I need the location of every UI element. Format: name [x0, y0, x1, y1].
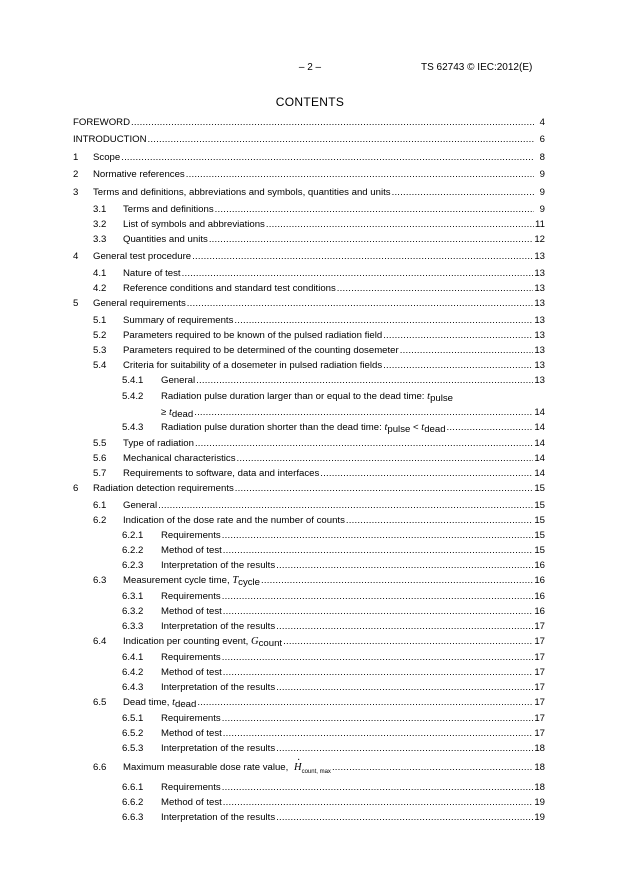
toc-entry-3-2[interactable]	[73, 219, 545, 231]
toc-entry-title: FOREWORD	[73, 117, 131, 128]
toc-entry-title: Terms and definitions, abbreviations and symbols, quantities and units	[93, 187, 391, 198]
toc-entry-page: 17	[534, 667, 545, 678]
toc-entry-page: 16	[534, 591, 545, 602]
toc-entry-title: Summary of requirements	[123, 315, 234, 326]
toc-entry-title: List of symbols and abbreviations	[123, 219, 265, 230]
toc-entry-page: 14	[534, 422, 545, 433]
toc-entry-number: 6	[73, 483, 79, 494]
toc-entry-5-3[interactable]	[73, 345, 545, 357]
toc-entry-number: 5.4.1	[122, 375, 144, 386]
toc-entry-page: 14	[534, 438, 545, 449]
toc-entry-number: 3.3	[93, 234, 107, 245]
toc-entry-title: General test procedure	[93, 251, 192, 262]
toc-entry-6-6-1[interactable]	[73, 782, 545, 794]
toc-entry-page: 17	[534, 636, 545, 647]
toc-entry-number: 3	[73, 187, 79, 198]
toc-entry-title: Method of test	[161, 667, 222, 678]
toc-entry-number: 5.3	[93, 345, 107, 356]
toc-entry-number: 6.4.3	[122, 682, 144, 693]
toc-entry-page: 16	[534, 560, 545, 571]
toc-entry-number: 6.4.2	[122, 667, 144, 678]
toc-entry-title: Type of radiation	[123, 438, 194, 449]
toc-entry-title: Interpretation of the results	[161, 812, 276, 823]
toc-entry-6-4-2[interactable]	[73, 667, 545, 679]
toc-entry-6-6-2[interactable]	[73, 797, 545, 809]
toc-entry-title: Reference conditions and standard test conditions	[123, 283, 336, 294]
toc-entry-number: 4	[73, 251, 79, 262]
toc-entry-5-5[interactable]	[73, 438, 545, 450]
contents-title: CONTENTS	[275, 95, 345, 109]
toc-entry-6-6[interactable]	[73, 762, 545, 775]
toc-entry-title: Interpretation of the results	[161, 560, 276, 571]
toc-entry-number: 6.1	[93, 500, 107, 511]
toc-entry-number: 5.6	[93, 453, 107, 464]
toc-entry-5-7[interactable]	[73, 468, 545, 480]
toc-entry-number: 6.5.1	[122, 713, 144, 724]
toc-entry-number: 6.3.1	[122, 591, 144, 602]
toc-entry-title: Terms and definitions	[123, 204, 214, 215]
toc-entry-number: 6.4	[93, 636, 107, 647]
toc-entry-title: Parameters required to be determined of the counting dosemeter	[123, 345, 399, 356]
toc-entry-title: Maximum measurable dose rate value, · $H_{count, max}$	[123, 762, 331, 775]
toc-entry-5-4-1[interactable]	[73, 375, 545, 387]
toc-entry-5-4[interactable]	[73, 360, 545, 372]
toc-entry-4-2[interactable]	[73, 283, 545, 295]
toc-entry-number: 6.5.3	[122, 743, 144, 754]
toc-entry-6-6-3[interactable]	[73, 812, 545, 824]
toc-entry-page: 15	[534, 483, 545, 494]
toc-entry-3[interactable]	[73, 187, 545, 199]
toc-entry-page: 6	[539, 134, 545, 145]
toc-entry-title: Dead time, tdead	[123, 697, 197, 710]
toc-entry-4[interactable]	[73, 251, 545, 263]
toc-entry-title: General	[161, 375, 196, 386]
page-number: – 2 –	[298, 62, 322, 73]
toc-entry-title: General	[123, 500, 158, 511]
toc-entry-number: 6.6.1	[122, 782, 144, 793]
toc-entry-number: 6.3.2	[122, 606, 144, 617]
toc-entry-page: 13	[534, 360, 545, 371]
toc-entry-page: 13	[534, 315, 545, 326]
toc-entry-5-1[interactable]	[73, 315, 545, 327]
toc-entry-title: Radiation pulse duration larger than or equal to the dead time: tpulse	[161, 391, 453, 404]
toc-entry-number: 1	[73, 152, 79, 163]
toc-entry-6[interactable]	[73, 483, 545, 495]
toc-entry-number: 5.4.3	[122, 422, 144, 433]
toc-entry-foreword[interactable]	[73, 117, 545, 129]
toc-entry-page: 13	[534, 283, 545, 294]
toc-entry-number: 5.5	[93, 438, 107, 449]
toc-entry-number: 4.1	[93, 268, 107, 279]
toc-entry-number: 4.2	[93, 283, 107, 294]
toc-entry-title: Method of test	[161, 728, 222, 739]
toc-entry-number: 5.4	[93, 360, 107, 371]
toc-entry-title: Requirements	[161, 591, 221, 602]
toc-entry-page: 14	[534, 407, 545, 418]
toc-entry-title: Requirements	[161, 530, 221, 541]
toc-entry-number: 6.2.1	[122, 530, 144, 541]
toc-entry-title: Requirements to software, data and interfaces	[123, 468, 320, 479]
toc-entry-6-5-3[interactable]	[73, 743, 545, 755]
toc-entry-title: Scope	[93, 152, 121, 163]
toc-entry-title: Requirements	[161, 713, 221, 724]
toc-entry-6-5[interactable]	[73, 697, 545, 709]
toc-entry-page: 4	[539, 117, 545, 128]
toc-entry-title: Interpretation of the results	[161, 682, 276, 693]
toc-entry-page: 13	[534, 330, 545, 341]
toc-entry-number: 6.3	[93, 575, 107, 586]
toc-entry-page: 19	[534, 812, 545, 823]
toc-entry-page: 9	[539, 204, 545, 215]
toc-entry-4-1[interactable]	[73, 268, 545, 280]
toc-entry-number: 6.3.3	[122, 621, 144, 632]
toc-entry-5-6[interactable]	[73, 453, 545, 465]
toc-entry-number: 6.2	[93, 515, 107, 526]
toc-entry-6-3-2[interactable]	[73, 606, 545, 618]
toc-entry-number: 6.2.2	[122, 545, 144, 556]
toc-entry-3-3[interactable]	[73, 234, 545, 246]
toc-entry-6-3-3[interactable]	[73, 621, 545, 633]
toc-entry-2[interactable]	[73, 169, 545, 181]
toc-entry-number: 5.1	[93, 315, 107, 326]
toc-entry-page: 15	[534, 545, 545, 556]
toc-entry-page: 17	[534, 652, 545, 663]
toc-entry-page: 15	[534, 515, 545, 526]
toc-entry-5-4-3[interactable]	[73, 422, 545, 434]
toc-entry-page: 9	[539, 187, 545, 198]
toc-entry-number: 6.6	[93, 762, 107, 773]
toc-entry-number: 6.5.2	[122, 728, 144, 739]
toc-entry-number: 6.4.1	[122, 652, 144, 663]
toc-entry-title: Indication per counting event, Gcount	[123, 636, 283, 649]
toc-entry-title: Radiation detection requirements	[93, 483, 234, 494]
toc-entry-title: Normative references	[93, 169, 185, 180]
toc-entry-page: 16	[534, 606, 545, 617]
toc-entry-page: 9	[539, 169, 545, 180]
symbol-t-dead: t	[172, 697, 175, 708]
toc-entry-6-2-3[interactable]	[73, 560, 545, 572]
toc-entry-number: 6.6.3	[122, 812, 144, 823]
toc-entry-title: INTRODUCTION	[73, 134, 147, 145]
toc-entry-6-4-3[interactable]	[73, 682, 545, 694]
document-reference: TS 62743 © IEC:2012(E)	[421, 62, 533, 73]
toc-entry-number: 3.1	[93, 204, 107, 215]
toc-entry-title: Method of test	[161, 797, 222, 808]
toc-entry-page: 18	[534, 762, 545, 773]
toc-entry-page: 16	[534, 575, 545, 586]
toc-entry-title: Mechanical characteristics	[123, 453, 236, 464]
toc-entry-page: 13	[534, 251, 545, 262]
toc-entry-page: 13	[534, 268, 545, 279]
toc-entry-title: General requirements	[93, 298, 186, 309]
toc-entry-6-3[interactable]	[73, 575, 545, 587]
symbol-h-dot-count-max: · H	[294, 762, 302, 774]
toc-entry-page: 17	[534, 697, 545, 708]
toc-entry-page: 14	[534, 468, 545, 479]
toc-entry-6-3-1[interactable]	[73, 591, 545, 603]
toc-entry-6-5-1[interactable]	[73, 713, 545, 725]
toc-entry-page: 13	[534, 345, 545, 356]
toc-entry-3-1[interactable]	[73, 204, 545, 216]
toc-entry-number: 6.6.2	[122, 797, 144, 808]
toc-entry-5-2[interactable]	[73, 330, 545, 342]
toc-entry-6-4[interactable]	[73, 636, 545, 648]
toc-entry-page: 18	[534, 743, 545, 754]
symbol-t-cycle: T	[232, 575, 239, 586]
toc-entry-page: 18	[534, 782, 545, 793]
toc-entry-page: 19	[534, 797, 545, 808]
toc-entry-title: Parameters required to be known of the pulsed radiation field	[123, 330, 383, 341]
toc-entry-number: 2	[73, 169, 79, 180]
toc-entry-title: Method of test	[161, 606, 222, 617]
toc-entry-title: Interpretation of the results	[161, 621, 276, 632]
toc-entry-number: 6.5	[93, 697, 107, 708]
toc-entry-introduction[interactable]	[73, 134, 545, 146]
toc-entry-page: 13	[534, 375, 545, 386]
toc-entry-5-4-2[interactable]	[73, 391, 545, 403]
toc-entry-6-2-1[interactable]	[73, 530, 545, 542]
toc-entry-5[interactable]	[73, 298, 545, 310]
toc-entry-1[interactable]	[73, 152, 545, 164]
toc-entry-page: 13	[534, 298, 545, 309]
toc-entry-page: 11	[535, 219, 545, 230]
toc-entry-title: Requirements	[161, 652, 221, 663]
toc-entry-title: Requirements	[161, 782, 221, 793]
toc-entry-title: Interpretation of the results	[161, 743, 276, 754]
toc-entry-page: 17	[534, 621, 545, 632]
toc-entry-page: 17	[534, 713, 545, 724]
toc-entry-page: 8	[539, 152, 545, 163]
toc-entry-6-2-2[interactable]	[73, 545, 545, 557]
toc-entry-title: Radiation pulse duration shorter than the dead time: tpulse < tdead	[161, 422, 446, 435]
toc-entry-number: 5	[73, 298, 79, 309]
toc-entry-page: 17	[534, 728, 545, 739]
symbol-t: t	[427, 391, 431, 402]
toc-entry-5-4-2-continuation[interactable]: ≥ tdead ..... 14	[73, 407, 545, 419]
toc-entry-title: Quantities and units	[123, 234, 208, 245]
symbol-g-count: G	[251, 636, 259, 647]
toc-entry-number: 3.2	[93, 219, 107, 230]
toc-entry-page: 14	[534, 453, 545, 464]
toc-entry-title: Nature of test	[123, 268, 181, 279]
toc-entry-number: 5.2	[93, 330, 107, 341]
toc-entry-title: Indication of the dose rate and the number of counts	[123, 515, 345, 526]
toc-entry-title: Measurement cycle time, Tcycle	[123, 575, 261, 588]
toc-entry-page: 15	[534, 500, 545, 511]
toc-entry-number: 6.2.3	[122, 560, 144, 571]
toc-entry-6-2[interactable]	[73, 515, 545, 527]
toc-entry-6-5-2[interactable]	[73, 728, 545, 740]
toc-entry-page: 17	[534, 682, 545, 693]
toc-entry-number: 5.4.2	[122, 391, 144, 402]
toc-entry-title: Criteria for suitability of a dosemeter in pulsed radiation fields	[123, 360, 383, 371]
toc-entry-title: Method of test	[161, 545, 222, 556]
toc-entry-page: 12	[534, 234, 545, 245]
toc-entry-number: 5.7	[93, 468, 107, 479]
toc-entry-6-1[interactable]	[73, 500, 545, 512]
toc-entry-page: 15	[534, 530, 545, 541]
toc-entry-6-4-1[interactable]	[73, 652, 545, 664]
